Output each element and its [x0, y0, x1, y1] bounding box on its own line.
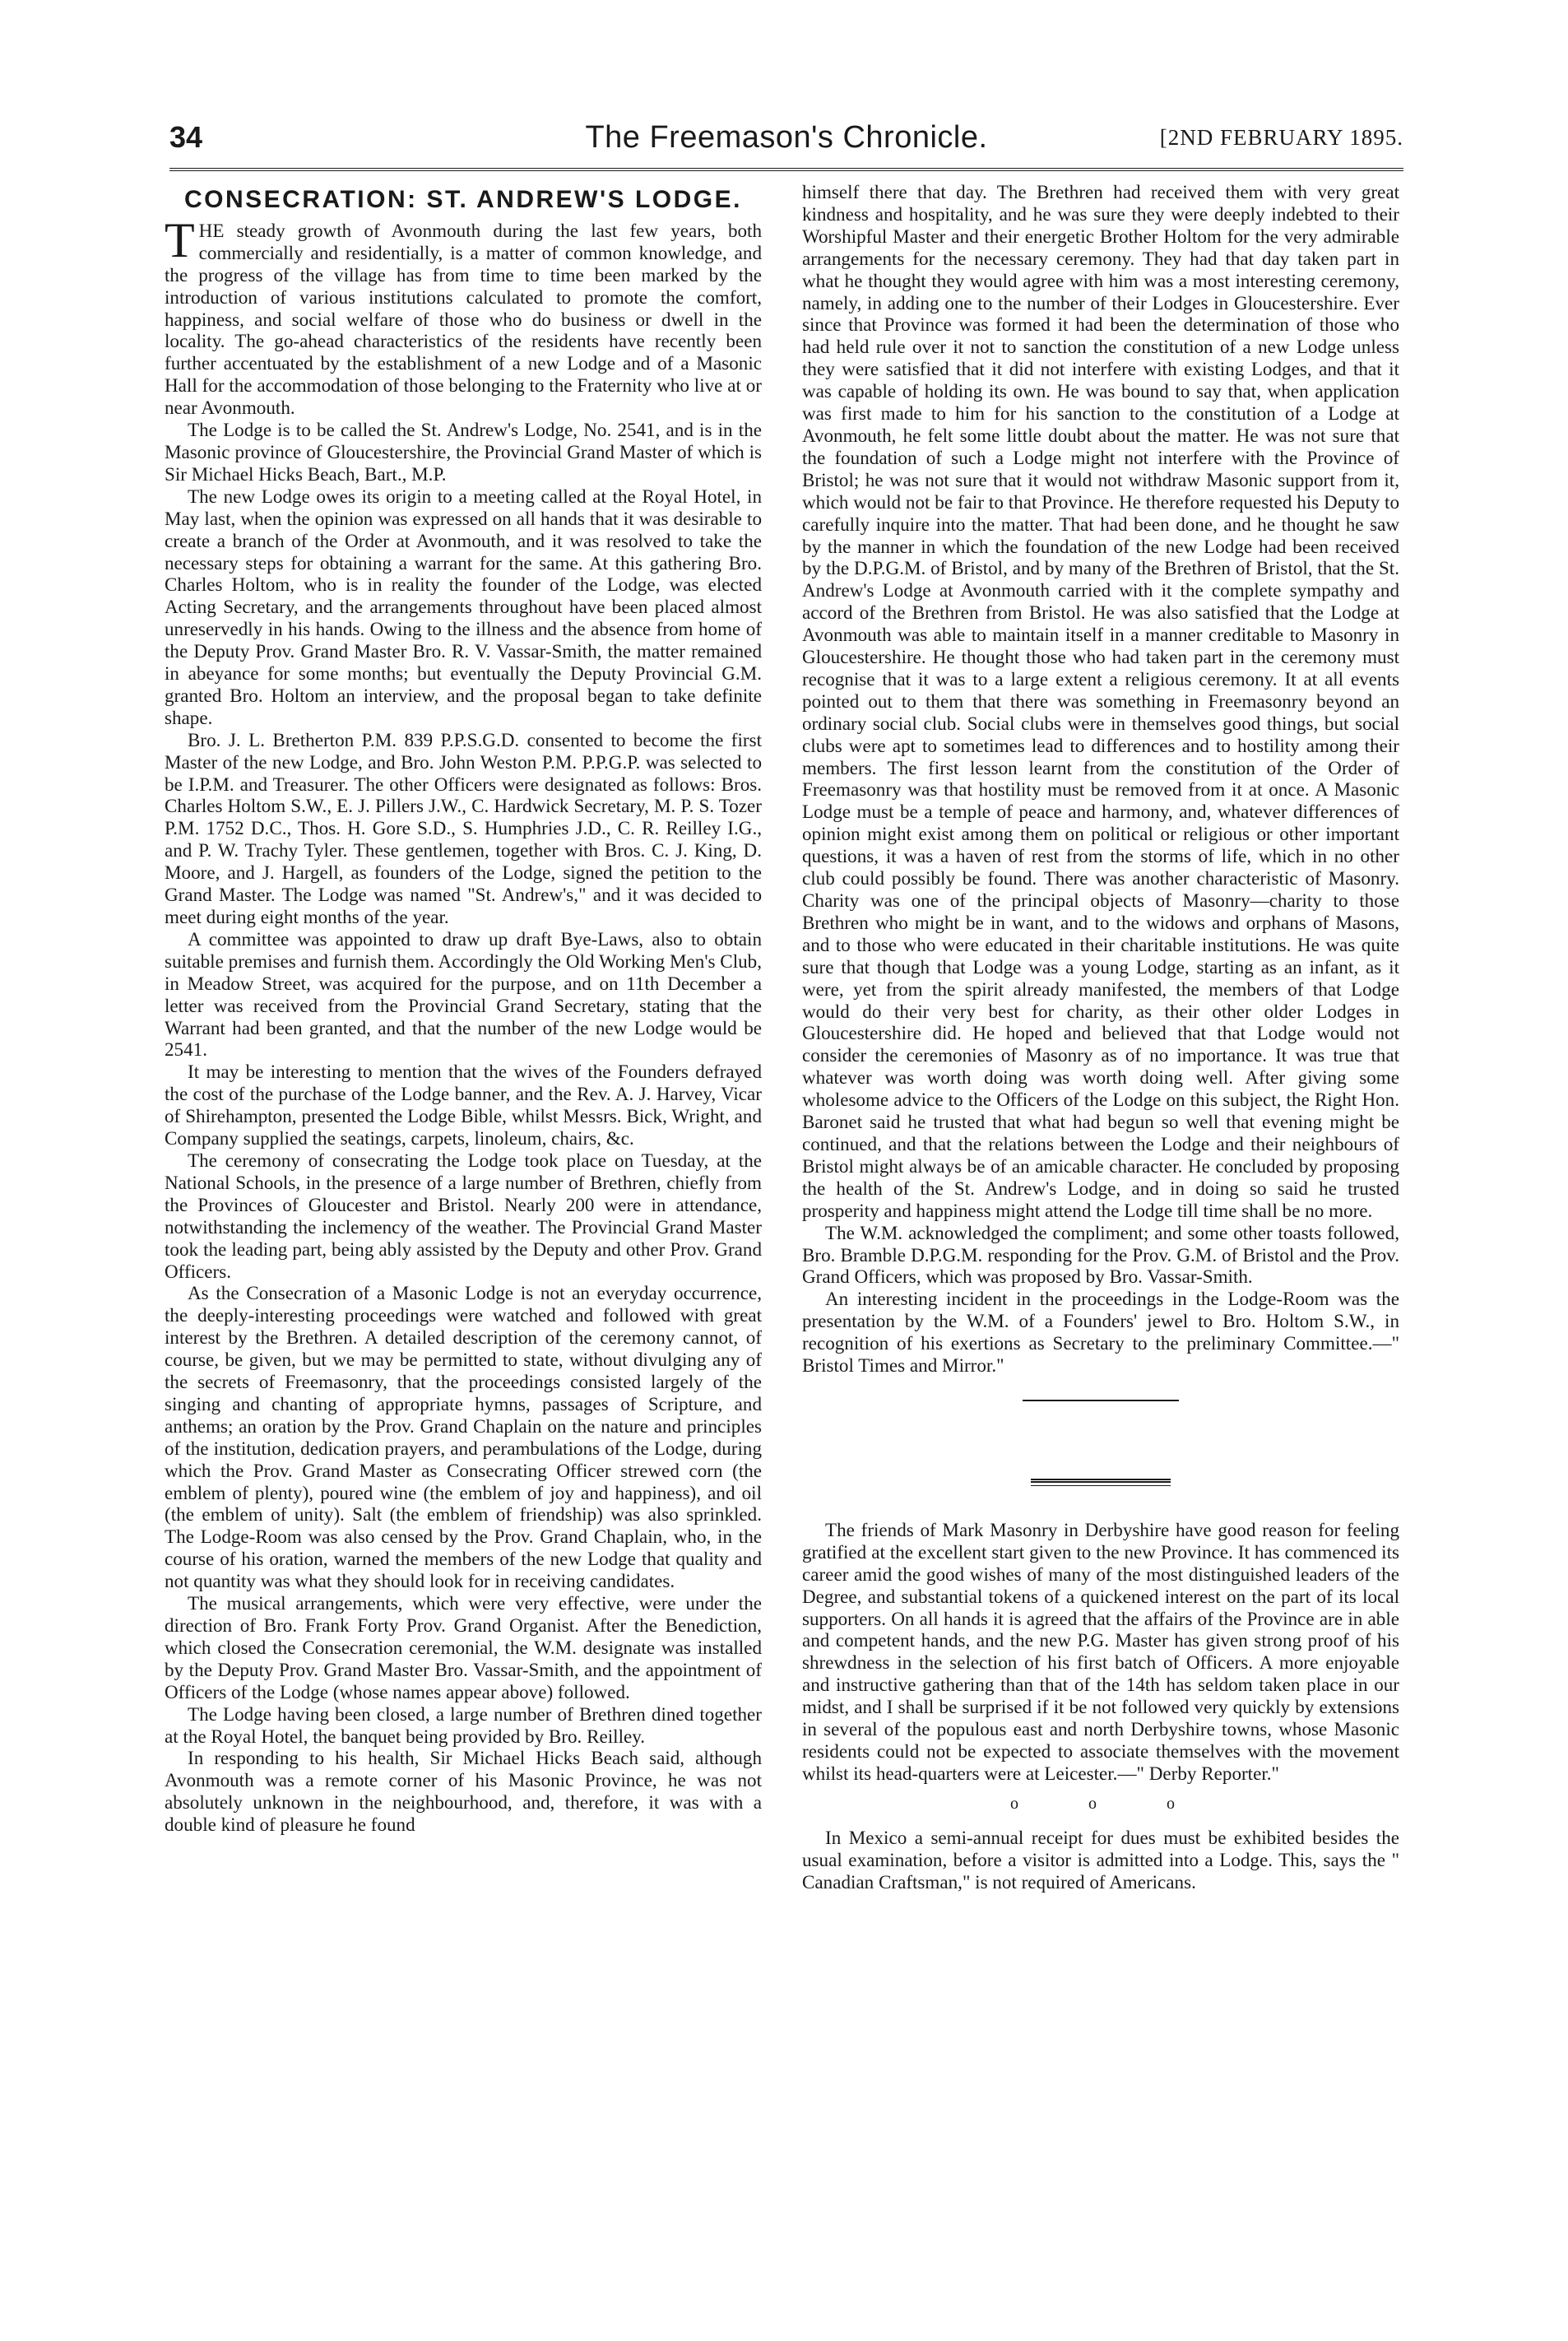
article-paragraph: The new Lodge owes its origin to a meeting called at the Royal Hotel, in May last, when the opinion was expressed on all hands that it was desirable to create a branch of the Order at Avonmouth, and it was resolved to take the necessary steps for obtaining a warrant for the same. At this gathering Bro. Charles Holtom, who is in reality the founder of the Lodge, was elected Acting Secretary, and the arrangements throughout have been placed almost unreservedly in his hands. Owing to the illness and the absence from home of the Deputy Prov. Grand Master Bro. R. V. Vassar-Smith, the matter remained in abeyance for some months; but eventually the Deputy Provincial G.M. granted Bro. Holtom an interview, and the proposal began to take definite shape. — [165, 485, 762, 728]
article-paragraph: The Lodge having been closed, a large number of Brethren dined together at the Royal Hotel, the banquet being provided by Bro. Reilley. — [165, 1702, 762, 1747]
article-end-rule — [1023, 1400, 1179, 1401]
article-paragraph: An interesting incident in the proceedings in the Lodge-Room was the presentation by the W.M. of a Founders' jewel to Bro. Holtom S.W., in recognition of his exertions as Secretary to the preliminary Committee.—" Bristol Times and Mirror." — [802, 1288, 1399, 1377]
article-heading: CONSECRATION: ST. ANDREW'S LODGE. — [184, 186, 742, 213]
article-paragraph: The musical arrangements, which were very effective, were under the direction of Bro. Frank Forty Prov. Grand Organist. After the Benediction, which closed the Consecration ceremonial, the W.M. designate was installed by the Deputy Prov. Grand Master Bro. Vassar-Smith, and the appointment of Officers of the Lodge (whose names appear above) followed. — [165, 1592, 762, 1702]
article-paragraph: In responding to his health, Sir Michael Hicks Beach said, although Avonmouth was a remote corner of his Masonic Province, he was not absolutely unknown in the neighbourhood, and, therefore, it was with a double kind of pleasure he found — [165, 1747, 762, 1836]
article-paragraph: THE steady growth of Avonmouth during the last few years, both commercially and residentially, is a matter of common knowledge, and the progress of the village has from time to time been marked by the introduction of various institutions calculated to promote the comfort, happiness, and social welfare of those who do business or dwell in the locality. The go-ahead characteristics of the residents have recently been further accentuated by the establishment of a new Lodge and of a Masonic Hall for the accommodation of those belonging to the Fraternity who live at or near Avonmouth. — [165, 212, 762, 419]
article-paragraph: Bro. J. L. Bretherton P.M. 839 P.P.S.G.D. consented to become the first Master of the new Lodge, and Bro. John Weston P.M. P.P.G.P. was selected to be I.P.M. and Treasurer. The other Officers were designated as follows: Bros. Charles Holtom S.W., E. J. Pillers J.W., C. Hardwick Secretary, M. P. S. Tozer P.M. 1752 D.C., Thos. H. Gore S.D., S. Humphries J.D., C. R. Reilley I.G., and P. W. Trachy Tyler. These gentlemen, together with Bros. C. J. King, D. Moore, and J. Hargell, as founders of the Lodge, signed the petition to the Grand Master. The Lodge was named "St. Andrew's," and it was decided to meet during eight months of the year. — [165, 728, 762, 927]
issue-date: [2ND FEBRUARY 1895. — [1159, 125, 1403, 150]
note-derbyshire: The friends of Mark Masonry in Derbyshire have good reason for feeling gratified at the excellent start given to the new Province. It has commenced its career amid the good wishes of many of the most distinguished leaders of the Degree, and substantial tokens of a quickened interest on the part of its local supporters. On all hands it is agreed that the affairs of the Province are in able and competent hands, and the new P.G. Master has given strong proof of his shrewdness in the selection of his first batch of Officers. A more enjoyable and instructive gathering than that of the 14th has seldom taken place in our midst, and I shall be surprised if it be not followed very quickly by extensions in several of the populous east and north Derbyshire towns, whose Masonic residents could not be expected to associate themselves with the movement whilst its head-quarters were at Leicester.—" Derby Reporter." — [802, 1518, 1399, 1784]
masthead — [169, 120, 1403, 161]
note-mexico: In Mexico a semi-annual receipt for dues must be exhibited besides the usual examination, before a visitor is admitted into a Lodge. This, says the " Canadian Craftsman," is not required of Americans. — [802, 1826, 1399, 1893]
header-rule — [169, 168, 1403, 171]
page-number: 34 — [169, 120, 203, 154]
article-paragraph: The Lodge is to be called the St. Andrew's Lodge, No. 2541, and is in the Masonic province of Gloucestershire, the Provincial Grand Master of which is Sir Michael Hicks Beach, Bart., M.P. — [165, 419, 762, 485]
newspaper-title: The Freemason's Chronicle. — [585, 120, 988, 155]
section-divider — [1031, 1479, 1171, 1486]
left-column — [165, 181, 762, 1836]
article-paragraph: As the Consecration of a Masonic Lodge is not an everyday occurrence, the deeply-interesting proceedings were watched and followed with great interest by the Brethren. A detailed description of the ceremony cannot, of course, be given, but we may be permitted to state, without divulging any of the secrets of Freemasonry, that the proceedings consisted largely of the singing and chanting of appropriate hymns, passages of Scripture, and anthems; an oration by the Prov. Grand Chaplain on the nature and principles of the institution, dedication prayers, and perambulations of the Lodge, during which the Prov. Grand Master as Consecrating Officer strewed corn (the emblem of plenty), poured wine (the emblem of joy and happiness), and oil (the emblem of unity). Salt (the emblem of friendship) was also sprinkled. The Lodge-Room was also censed by the Prov. Grand Chaplain, who, in the course of his oration, warned the members of the new Lodge that quality and not quantity was what they should look for in receiving candidates. — [165, 1282, 762, 1592]
article-paragraph: The ceremony of consecrating the Lodge took place on Tuesday, at the National Schools, in the presence of a large number of Brethren, chiefly from the Provinces of Gloucester and Bristol. Nearly 200 were in attendance, notwithstanding the inclemency of the weather. The Provincial Grand Master took the leading part, being ably assisted by the Deputy and other Prov. Grand Officers. — [165, 1149, 762, 1282]
article-paragraph: A committee was appointed to draw up draft Bye-Laws, also to obtain suitable premises and furnish them. Accordingly the Old Working Men's Club, in Meadow Street, was acquired for the purpose, and on 11th December a letter was received from the Provincial Grand Secretary, stating that the Warrant had been granted, and that the number of the new Lodge would be 2541. — [165, 927, 762, 1061]
ornament-separator: o o o — [1010, 1794, 1208, 1813]
drop-cap: T — [165, 212, 195, 267]
article-paragraph: himself there that day. The Brethren had received them with very great kindness and hospitality, and he was sure they were deeply indebted to their Worshipful Master and their energetic Brother Holtom for the very admirable arrangements for the necessary ceremony. They had that day taken part in what he thought they would agree with him was a most interesting ceremony, namely, in adding one to the number of their Lodges in Gloucestershire. Ever since that Province was formed it had been the determination of those who had held rule over it not to sanction the constitution of a new Lodge unless they were satisfied that it did not interfere with existing Lodges, and that it was capable of holding its own. He was bound to say that, when application was first made to him for his sanction to the constitution of a Lodge at Avonmouth, he felt some little doubt about the matter. He was not sure that the foundation of such a Lodge might not interfere with the Province of Bristol; he was not sure that it would not withdraw Masonic support from it, which would not be fair to that Province. He therefore requested his Deputy to carefully inquire into the matter. That had been done, and he thought he saw by the manner in which the foundation of the new Lodge had been received by the D.P.G.M. of Bristol, and by many of the Brethren of Bristol, that the St. Andrew's Lodge at Avonmouth carried with it the complete sympathy and accord of the Brethren from Bristol. He was also satisfied that the Lodge at Avonmouth was able to maintain itself in a manner creditable to Masonry in Gloucestershire. He thought those who had taken part in the ceremony must recognise that it was to a large extent a religious ceremony. It at all events pointed out to them that there was something in Freemasonry beyond an ordinary social club. Social clubs were in themselves good things, but social clubs were apt to sometimes lead to differences and to hostility among their members. The first lesson learnt from the constitution of the Order of Freemasonry was that hostility must be removed from it at once. A Masonic Lodge must be a temple of peace and harmony, and, whatever differences of opinion might exist among them on political or religious or other important questions, it was a haven of rest from the storms of life, which in no other club could possibly be found. There was another characteristic of Masonry. Charity was one of the principal objects of Masonry—charity to those Brethren who might be in want, and to the widows and orphans of Masons, and to those who were educated in their charitable institutions. He was quite sure that though that Lodge was a young Lodge, starting as an infant, as it were, yet from the spirit already manifested, the members of that Lodge would do their very best for charity, as their other older Lodges in Gloucestershire did. He hoped and believed that that Lodge would not consider the ceremonies of Masonry as of no importance. It was true that whatever was worth doing was worth doing well. After giving some wholesome advice to the Officers of the Lodge on this subject, the Right Hon. Baronet said he trusted that what had begun so well that evening might be continued, and that the relations between the Lodge and their neighbours of Bristol might always be of an amicable character. He concluded by proposing the health of the St. Andrew's Lodge, and in doing so said he trusted prosperity and happiness might attend the Lodge till time shall be no more. — [802, 181, 1399, 1221]
right-column — [802, 181, 1399, 1893]
article-paragraph: The W.M. acknowledged the compliment; and some other toasts followed, Bro. Bramble D.P.G.M. responding for the Prov. G.M. of Bristol and the Prov. Grand Officers, which was proposed by Bro. Vassar-Smith. — [802, 1221, 1399, 1288]
article-paragraph: It may be interesting to mention that the wives of the Founders defrayed the cost of the purchase of the Lodge banner, and the Rev. A. J. Harvey, Vicar of Shirehampton, presented the Lodge Bible, whilst Messrs. Bick, Wright, and Company supplied the seatings, carpets, linoleum, chairs, &c. — [165, 1061, 762, 1150]
